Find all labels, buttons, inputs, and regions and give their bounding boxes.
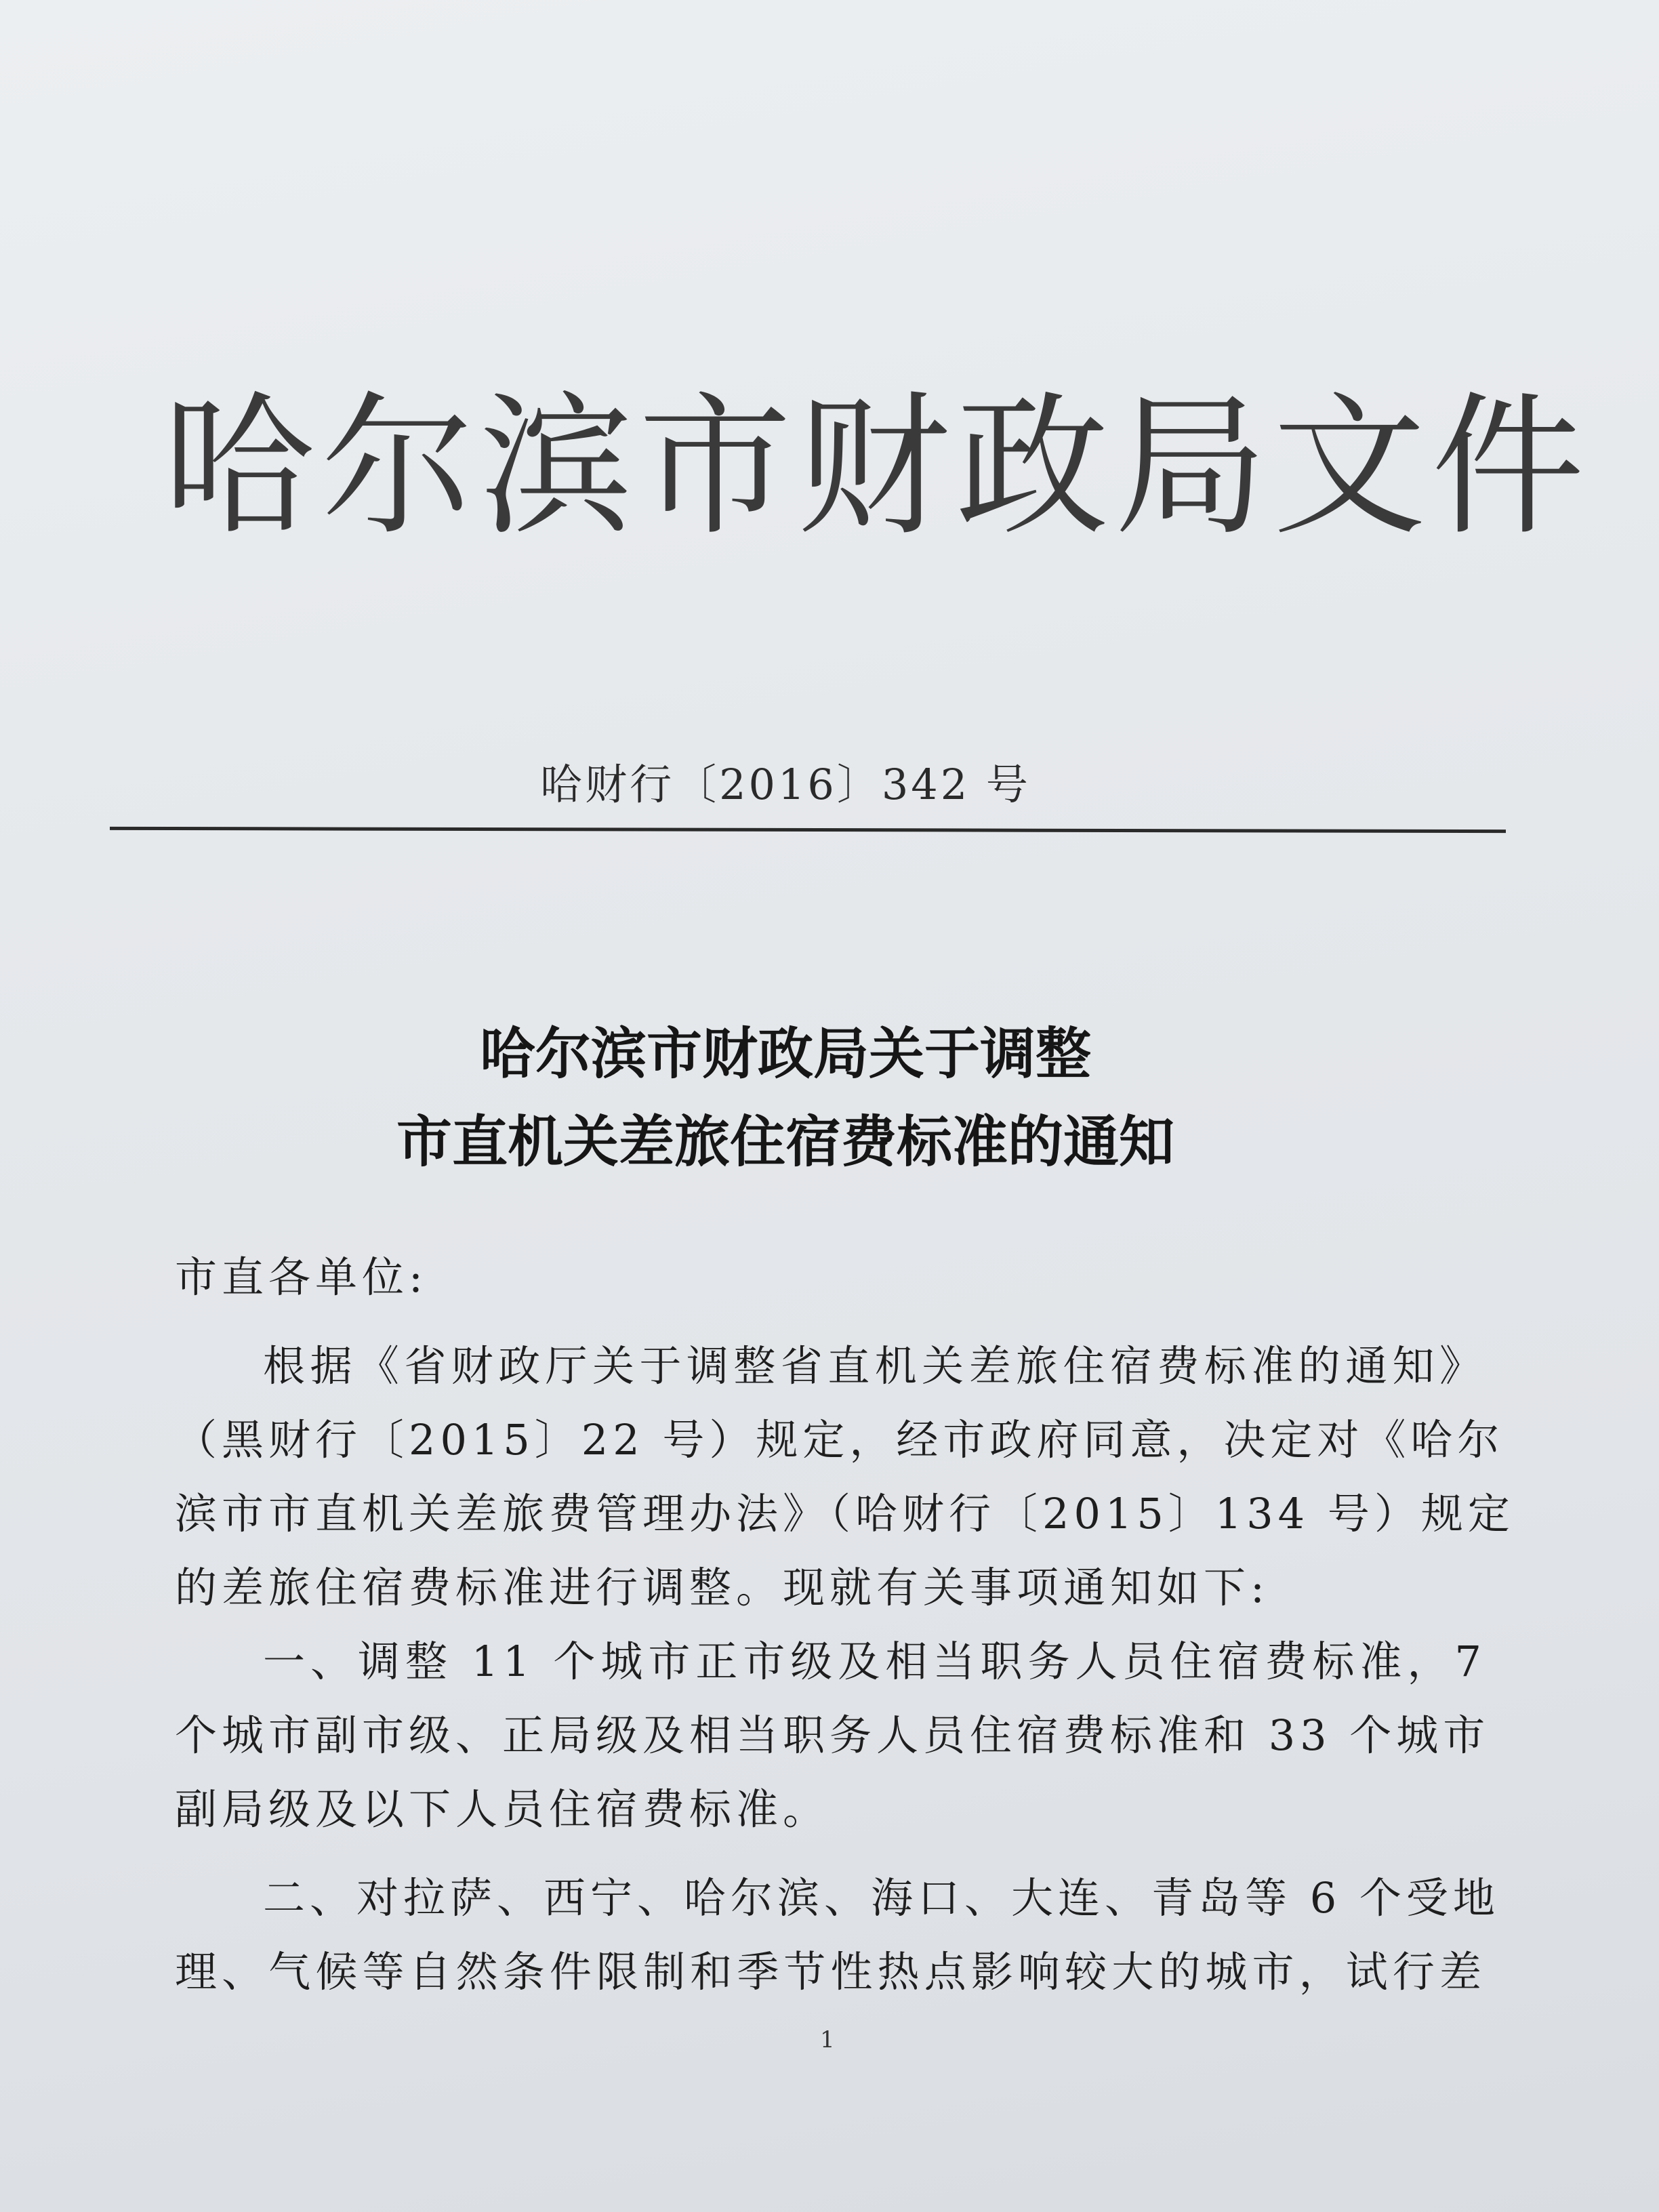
- header-divider: [110, 827, 1506, 833]
- body-line-7: 副局级及以下人员住宿费标准。: [175, 1784, 830, 1834]
- notice-title-line-2: 市直机关差旅住宿费标准的通知: [396, 1109, 1174, 1174]
- body-line-6: 个城市副市级、正局级及相当职务人员住宿费标准和 33 个城市: [175, 1711, 1490, 1760]
- notice-body: [175, 1240, 1515, 2009]
- body-line-3: 滨市市直机关差旅费管理办法》（哈财行〔2015〕134 号）规定: [175, 1489, 1515, 1538]
- document-number: 哈财行〔2016〕342 号: [540, 760, 1031, 809]
- body-line-4: 的差旅住宿费标准进行调整。现就有关事项通知如下:: [175, 1563, 1269, 1612]
- notice-title: [0, 1010, 1659, 1186]
- document-header-title: 哈尔滨市财政局文件: [163, 378, 1591, 556]
- body-line-1: 根据《省财政厅关于调整省直机关差旅住宿费标准的通知》: [263, 1341, 1486, 1391]
- addressee: 市直各单位:: [175, 1252, 428, 1302]
- notice-title-line-1: 哈尔滨市财政局关于调整: [479, 1021, 1091, 1086]
- body-line-5: 一、调整 11 个城市正市级及相当职务人员住宿费标准，7: [263, 1637, 1486, 1686]
- body-line-2: （黑财行〔2015〕22 号）规定，经市政府同意，决定对《哈尔: [175, 1415, 1504, 1465]
- page-number: 1: [820, 2026, 835, 2053]
- body-line-9: 理、气候等自然条件限制和季节性热点影响较大的城市，试行差: [175, 1947, 1486, 1996]
- body-line-8: 二、对拉萨、西宁、哈尔滨、海口、大连、青岛等 6 个受地: [263, 1873, 1500, 1923]
